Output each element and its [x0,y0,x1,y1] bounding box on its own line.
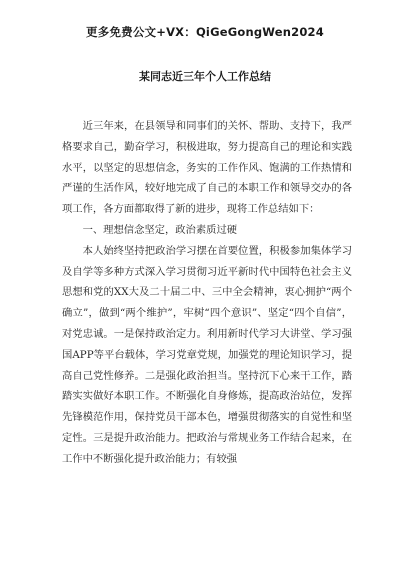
document-title: 某同志近三年个人工作总结 [139,70,271,83]
promo-header: 更多免费公文+VX：QiGeGongWen2024 [86,25,324,39]
section-paragraph: 本人始终坚持把政治学习摆在首要位置，积极参加集体学习及自学等多种方式深入学习贯彻习近平新时代中国特色社会主义思想和党的XX大及二十届二中、三中全会精神，衷心拥护“两个确立”，做到“两个维护”，牢树“四个意识”、坚定“四个自信”，对党忠诚。一是保持政治定力。利用新时代学习大讲堂、学习强国APP等平台载体，学习党章党规，加强党的理论知识学习，提高自己党性修养。二是强化政治担当。坚持沉下心来干工作，踏踏实实做好本职工作。不断强化自身修炼，提高政治站位，发挥先锋模范作用，保持党员干部本色，增强贯彻落实的自觉性和坚定性。三是提升政治能力。把政治与常规业务工作结合起来，在工作中不断强化提升政治能力；有较强 [62,244,352,465]
section-heading: 一、理想信念坚定，政治素质过硬 [82,223,238,236]
intro-paragraph: 近三年来，在县领导和同事们的关怀、帮助、支持下，我严格要求自己，勤奋学习，积极进取，努力提高自己的理论和实践水平，以坚定的思想信念，务实的工作作风、饱满的工作热情和严谨的生活作风，较好地完成了自己的本职工作和领导交办的各项工作，各方面都取得了新的进步，现将工作总结如下： [62,120,352,216]
document-body [62,116,352,470]
